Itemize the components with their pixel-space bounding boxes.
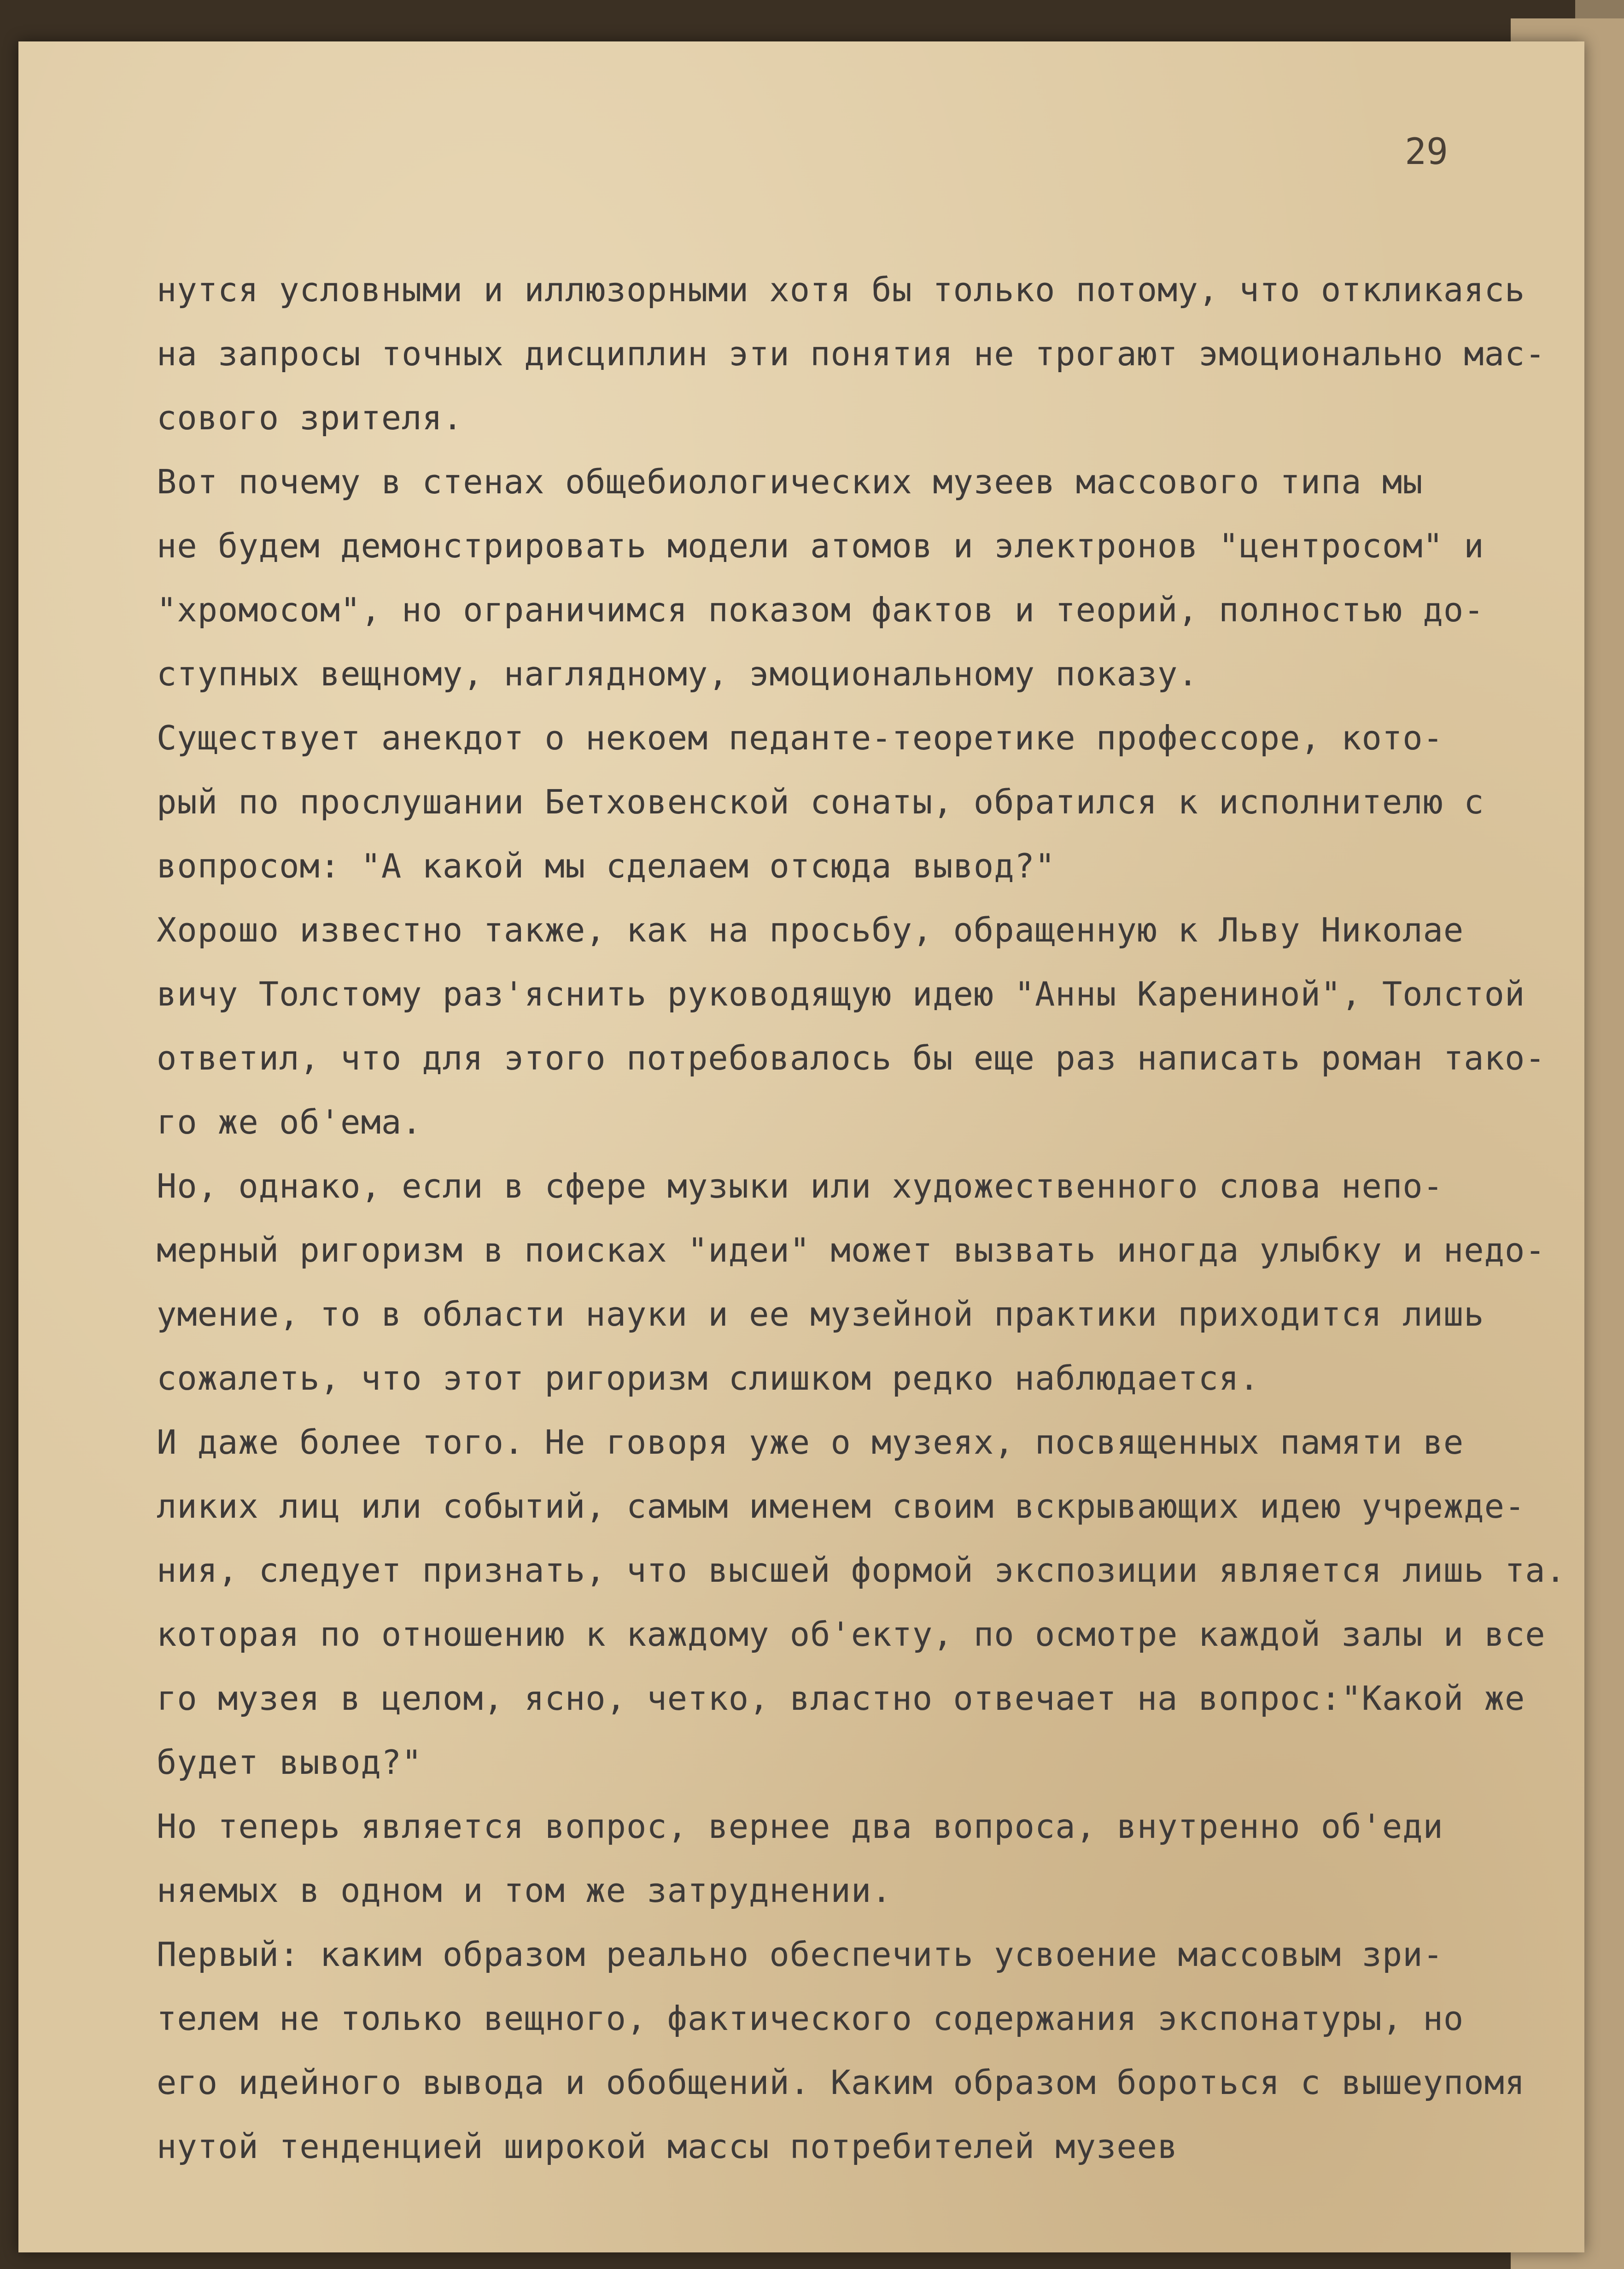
typewritten-page <box>18 41 1584 2252</box>
text-line: Но теперь является вопрос, вернее два вопроса, внутренно об'еди <box>157 1807 1443 1846</box>
text-line: которая по отношению к каждому об'екту, по осмотре каждой залы и все <box>157 1615 1546 1654</box>
text-line: его идейного вывода и обобщений. Каким образом бороться с вышеупомя <box>157 2063 1525 2102</box>
body-text <box>157 258 1566 2179</box>
text-line: на запросы точных дисциплин эти понятия не трогают эмоционально мас- <box>157 334 1546 373</box>
text-line: ступных вещному, наглядному, эмоциональному показу. <box>157 655 1198 693</box>
text-line: сожалеть, что этот ригоризм слишком редко наблюдается. <box>157 1359 1260 1398</box>
text-line: вичу Толстому раз'яснить руководящую идею "Анны Карениной", Толстой <box>157 975 1525 1013</box>
text-line: нутся условными и иллюзорными хотя бы только потому, что откликаясь <box>157 270 1525 309</box>
page-number: 29 <box>1405 131 1448 173</box>
text-line: "хромосом", но ограничимся показом фактов и теорий, полностью до- <box>157 591 1484 629</box>
text-line: не будем демонстрировать модели атомов и электронов "центросом" и <box>157 526 1484 565</box>
text-line: го же об'ема. <box>157 1103 422 1141</box>
text-line: телем не только вещного, фактического содержания экспонатуры, но <box>157 1999 1464 2038</box>
text-line: сового зрителя. <box>157 398 463 437</box>
text-line: будет вывод?" <box>157 1743 422 1782</box>
text-line: рый по прослушании Бетховенской сонаты, обратился к исполнителю с <box>157 783 1484 821</box>
text-line: вопросом: "А какой мы сделаем отсюда вывод?" <box>157 847 1056 885</box>
text-line: нутой тенденцией широкой массы потребителей музеев <box>157 2127 1178 2166</box>
text-line: ликих лиц или событий, самым именем своим вскрывающих идею учрежде- <box>157 1487 1525 1526</box>
text-line: Но, однако, если в сфере музыки или художественного слова непо- <box>157 1167 1443 1205</box>
text-line: Хорошо известно также, как на просьбу, обращенную к Льву Николае <box>157 911 1464 949</box>
text-line: И даже более того. Не говоря уже о музеях, посвященных памяти ве <box>157 1423 1464 1462</box>
text-line: го музея в целом, ясно, четко, властно отвечает на вопрос:"Какой же <box>157 1679 1525 1718</box>
text-line: Существует анекдот о некоем педанте-теоретике профессоре, кото- <box>157 719 1443 757</box>
text-line: няемых в одном и том же затруднении. <box>157 1871 892 1910</box>
text-line: Вот почему в стенах общебиологических музеев массового типа мы <box>157 462 1423 501</box>
text-line: умение, то в области науки и ее музейной практики приходится лишь <box>157 1295 1484 1333</box>
text-line: мерный ригоризм в поисках "идеи" может вызвать иногда улыбку и недо- <box>157 1231 1546 1269</box>
text-line: ния, следует признать, что высшей формой экспозиции является лишь та. <box>157 1551 1566 1590</box>
text-line: Первый: каким образом реально обеспечить усвоение массовым зри- <box>157 1935 1443 1974</box>
text-line: ответил, что для этого потребовалось бы еще раз написать роман тако- <box>157 1039 1546 1077</box>
